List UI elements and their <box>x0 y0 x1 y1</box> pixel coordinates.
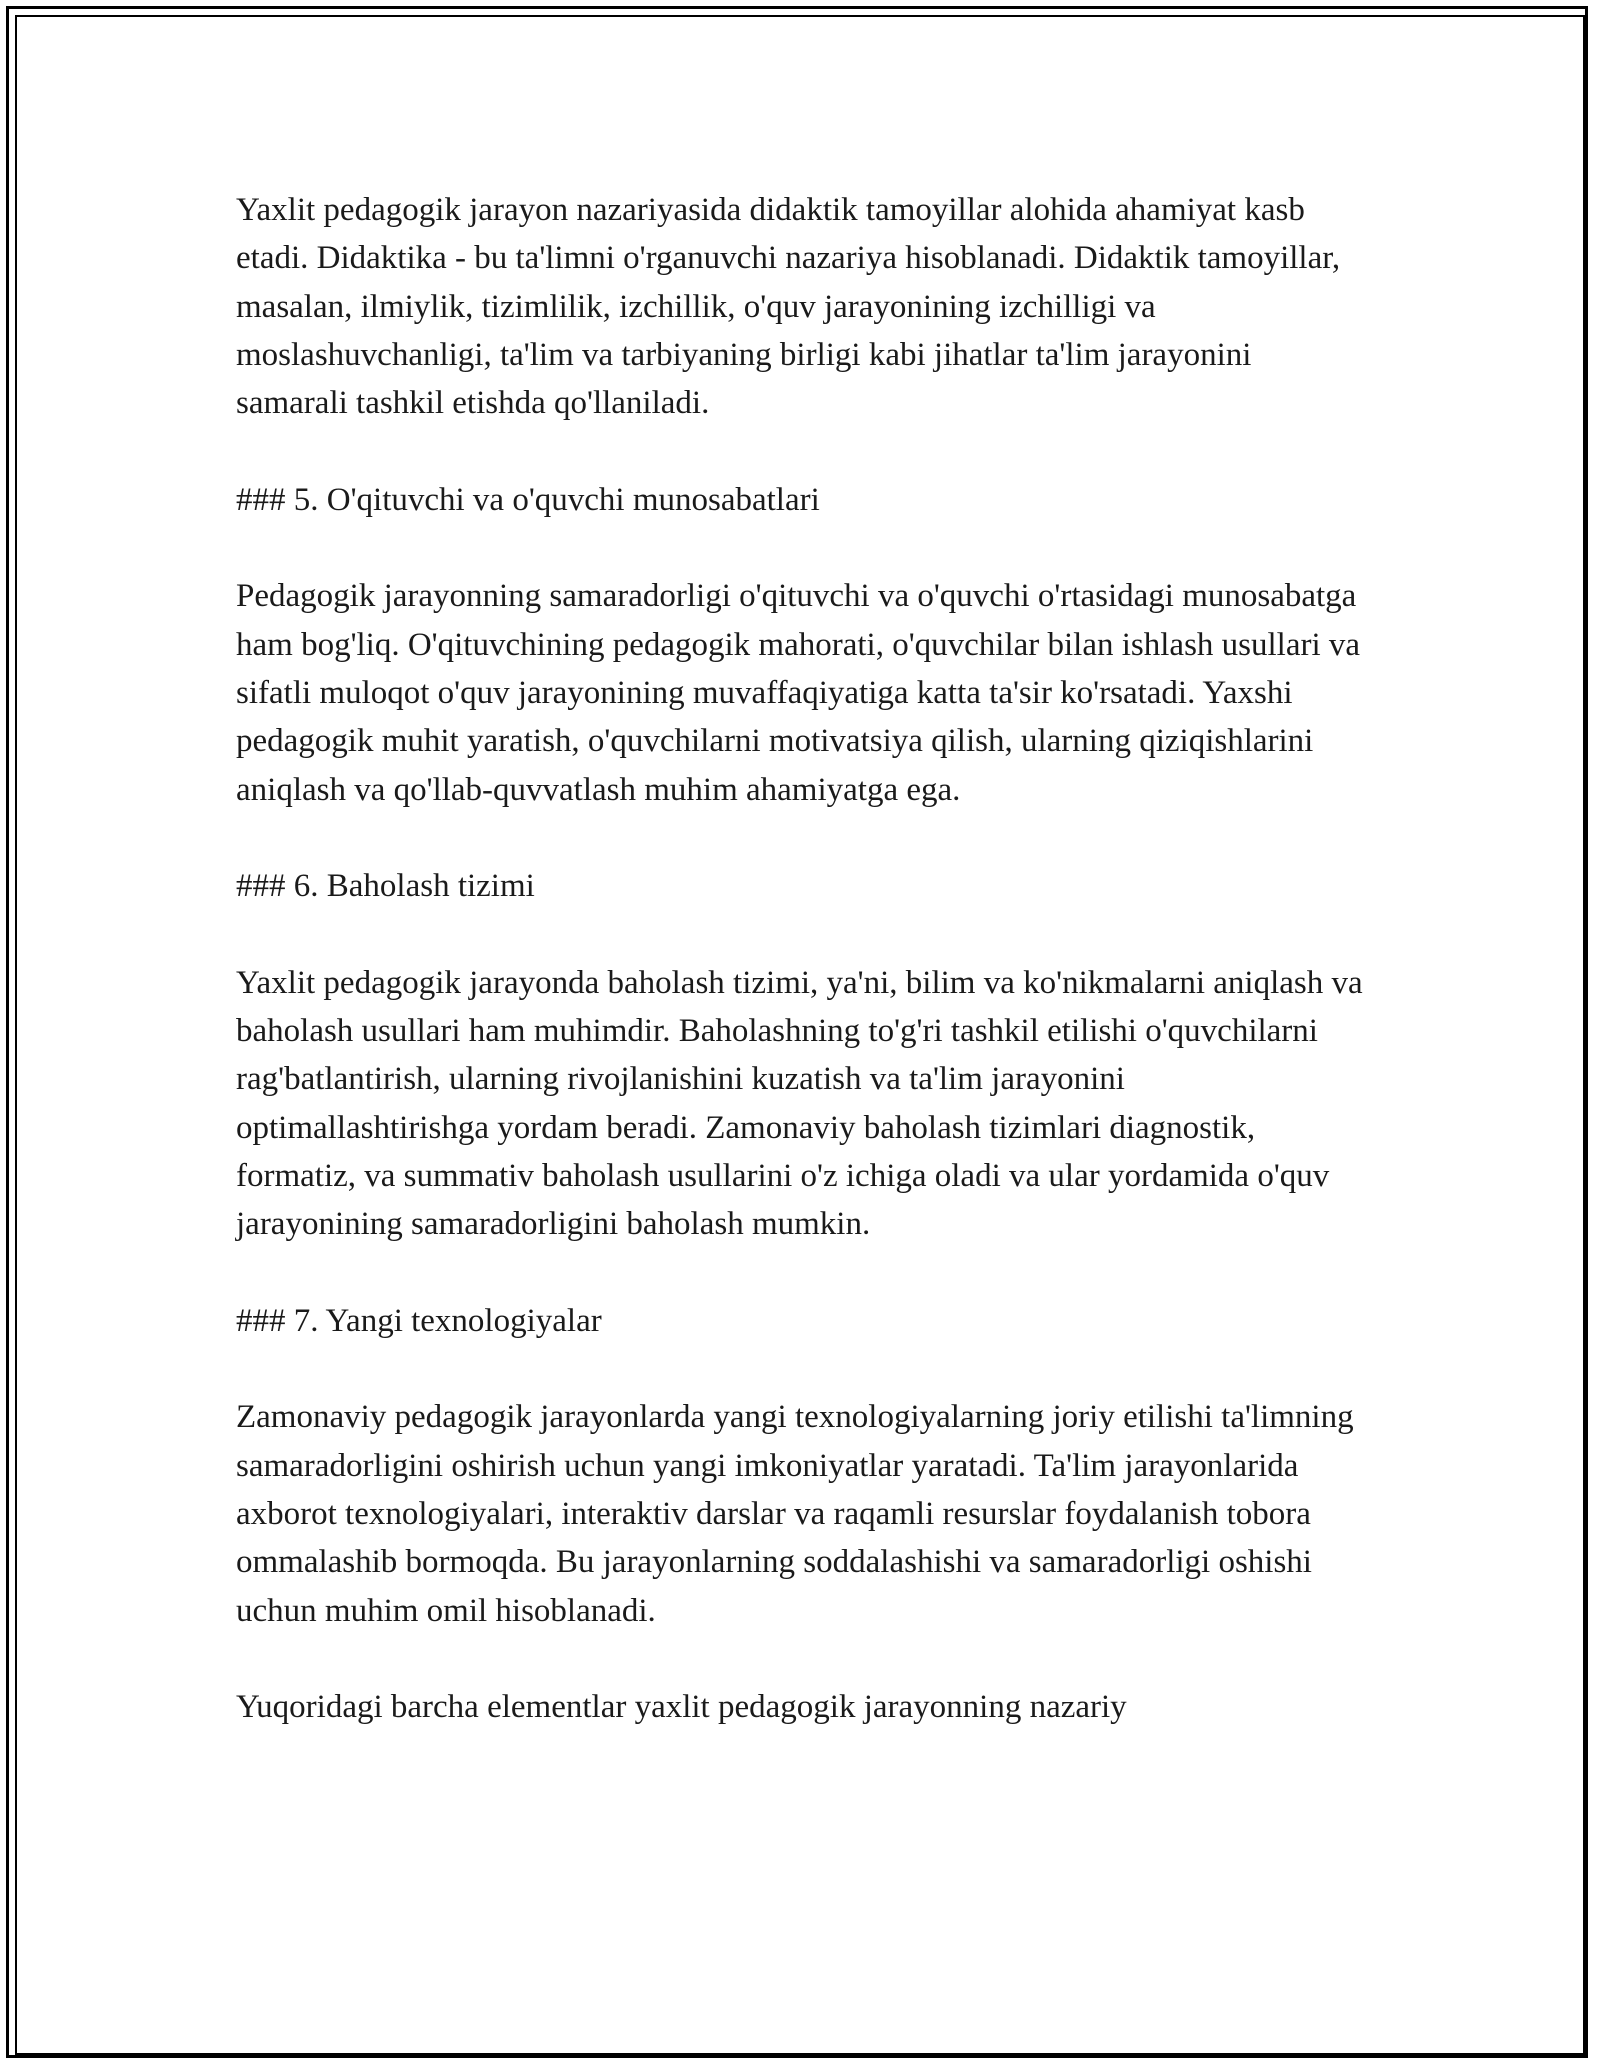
paragraph-assessment: Yaxlit pedagogik jarayonda baholash tizimi, ya'ni, bilim va ko'nikmalarni aniqlash va baholash usullari ham muhimdir. Baholashning to'g'ri tashkil etilishi o'quvchilarni rag'batlantirish, ularning rivojlanishini kuzatish va ta'lim jarayonini optimallashtirishga yordam beradi. Zamonaviy baholash tizimlari diagnostik, formatiz, va summativ baholash usullarini o'z ichiga oladi va ular yordamida o'quv jarayonining samaradorligini baholash mumkin. <box>236 964 1363 1243</box>
section-heading-technologies: ### 7. Yangi texnologiyalar <box>236 1302 602 1339</box>
paragraph-teacher-student: Pedagogik jarayonning samaradorligi o'qituvchi va o'quvchi o'rtasidagi munosabatga ham bog'liq. O'qituvchining pedagogik mahorati, o'quvchilar bilan ishlash usullari va sifatli muloqot o'quv jarayonining muvaffaqiyatiga katta ta'sir ko'rsatadi. Yaxshi pedagogik muhit yaratish, o'quvchilarni motivatsiya qilish, ularning qiziqishlarini aniqlash va qo'llab-quvvatlash muhim ahamiyatga ega. <box>236 578 1361 808</box>
section-heading-assessment: ### 6. Baholash tizimi <box>236 868 535 905</box>
paragraph-technologies: Zamonaviy pedagogik jarayonlarda yangi texnologiyalarning joriy etilishi ta'limning samaradorligini oshirish uchun yangi imkoniyatlar yaratadi. Ta'lim jarayonlarida axborot texnologiyalari, interaktiv darslar va raqamli resurslar foydalanish tobora ommalashib bormoqda. Bu jarayonlarning soddalashishi va samaradorligi oshishi uchun muhim omil hisoblanadi. <box>236 1399 1354 1629</box>
document-body <box>236 186 1366 1732</box>
section-heading-teacher-student: ### 5. O'qituvchi va o'quvchi munosabatlari <box>236 481 820 518</box>
paragraph-didactic-principles: Yaxlit pedagogik jarayon nazariyasida didaktik tamoyillar alohida ahamiyat kasb etadi. Didaktika - bu ta'limni o'rganuvchi nazariya hisoblanadi. Didaktik tamoyillar, masalan, ilmiylik, tizimlilik, izchillik, o'quv jarayonining izchilligi va moslashuvchanligi, ta'lim va tarbiyaning birligi kabi jihatlar ta'lim jarayonini samarali tashkil etishda qo'llaniladi. <box>236 192 1341 422</box>
paragraph-conclusion: Yuqoridagi barcha elementlar yaxlit pedagogik jarayonning nazariy <box>236 1689 1127 1726</box>
